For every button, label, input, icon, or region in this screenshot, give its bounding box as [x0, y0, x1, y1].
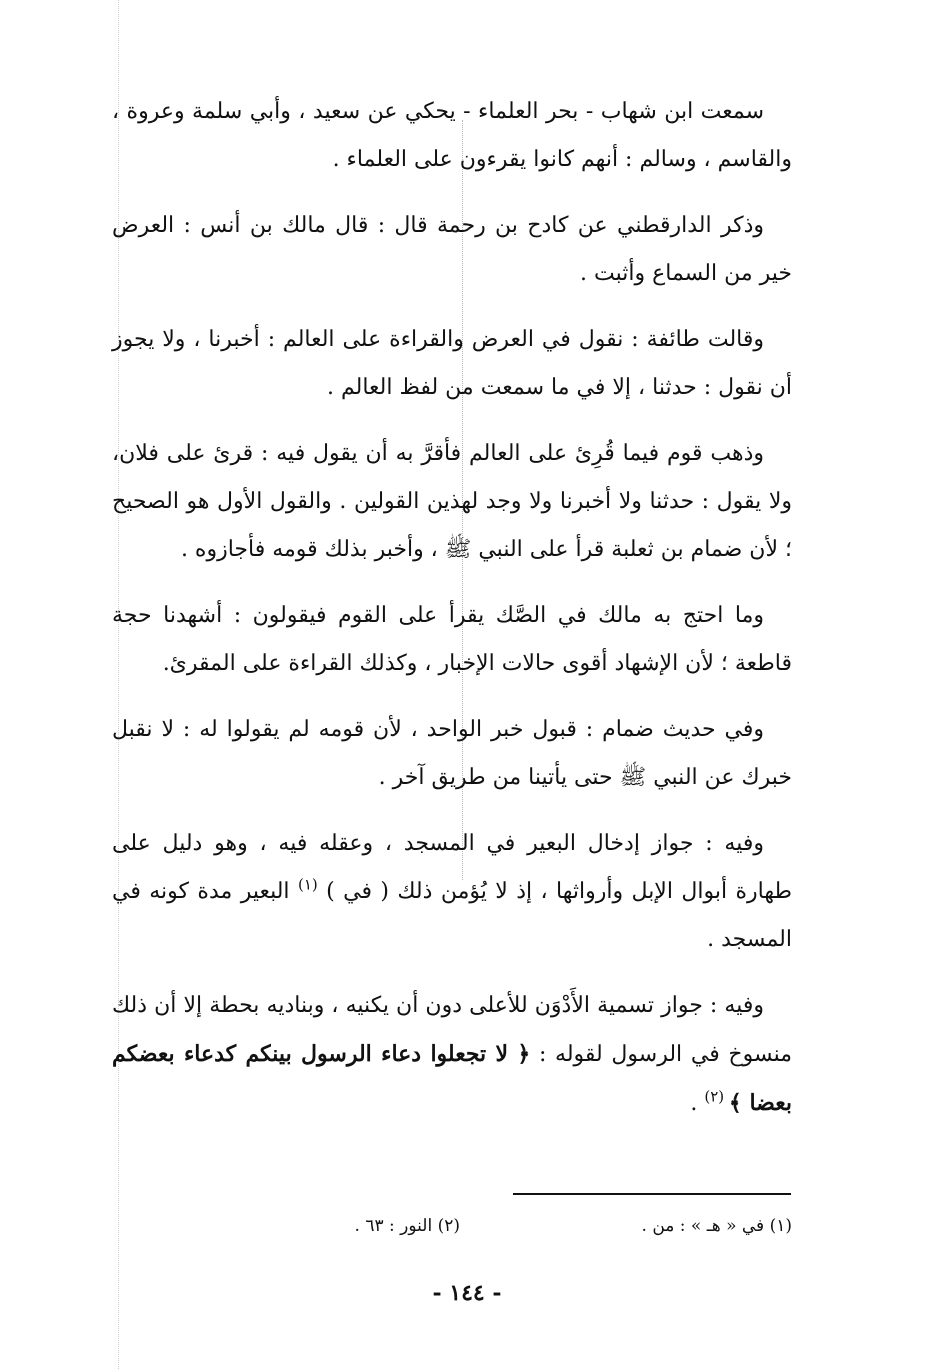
footnote-marker-1: (١) — [297, 875, 318, 894]
footnote-marker-2: (٢) — [704, 1087, 729, 1106]
page-number: - ١٤٤ - — [432, 1280, 502, 1306]
paragraph-2: وذكر الدارقطني عن كادح بن رحمة قال : قال مالك بن أنس : العرض خير من السماع وأثبت . — [112, 213, 792, 286]
footnote-1: (١) في « هـ » : من . — [641, 1216, 792, 1236]
paragraph-5: وما احتج به مالك في الصَّك يقرأ على القوم فيقولون : أشهدنا حجة قاطعة ؛ لأن الإشهاد أقوى حالات الإخبار ، وكذلك القراءة على المقرئ. — [112, 603, 792, 676]
paragraph-3: وقالت طائفة : نقول في العرض والقراءة على العالم : أخبرنا ، ولا يجوز أن نقول : حدثنا ، إلا في ما سمعت من لفظ العالم . — [112, 327, 792, 400]
paragraph-1: سمعت ابن شهاب - بحر العلماء - يحكي عن سعيد ، وأبي سلمة وعروة ، والقاسم ، وسالم : أنهم كانوا يقرءون على العلماء . — [112, 99, 792, 172]
paragraph-4: وذهب قوم فيما قُرِئ على العالم فأقرَّ به أن يقول فيه : قرئ على فلان، ولا يقول : حدثنا ولا أخبرنا ولا وجد لهذين القولين . والقول الأول هو الصحيح ؛ لأن ضمام بن ثعلبة قرأ على النبي ﷺ ، وأخبر بذلك قومه فأجازوه . — [112, 441, 792, 562]
quran-quote: ﴿ لا تجعلوا دعاء الرسول بينكم كدعاء بعضكم بعضا ﴾ — [112, 1041, 792, 1116]
footnote-2: (٢) النور : ٦٣ . — [354, 1216, 460, 1236]
main-text — [112, 88, 792, 1146]
footnote-separator — [513, 1193, 791, 1195]
paragraph-8: وفيه : جواز تسمية الأَدْوَن للأعلى دون أن يكنيه ، وبناديه بحطة إلا أن ذلك منسوخ في الرسول لقوله : ﴿ لا تجعلوا دعاء الرسول بينكم كدعاء بعضكم بعضا ﴾ $^{(٢)}$ . — [112, 993, 793, 1116]
paragraph-6: وفي حديث ضمام : قبول خبر الواحد ، لأن قومه لم يقولوا له : لا نقبل خبرك عن النبي ﷺ حتى يأتينا من طريق آخر . — [112, 717, 792, 790]
paragraph-7: وفيه : جواز إدخال البعير في المسجد ، وعقله فيه ، وهو دليل على طهارة أبوال الإبل وأرواثها ، إذ لا يُؤمن ذلك ( في ) $^{(١)}$ البعير مدة كونه في المسجد . — [112, 831, 792, 952]
